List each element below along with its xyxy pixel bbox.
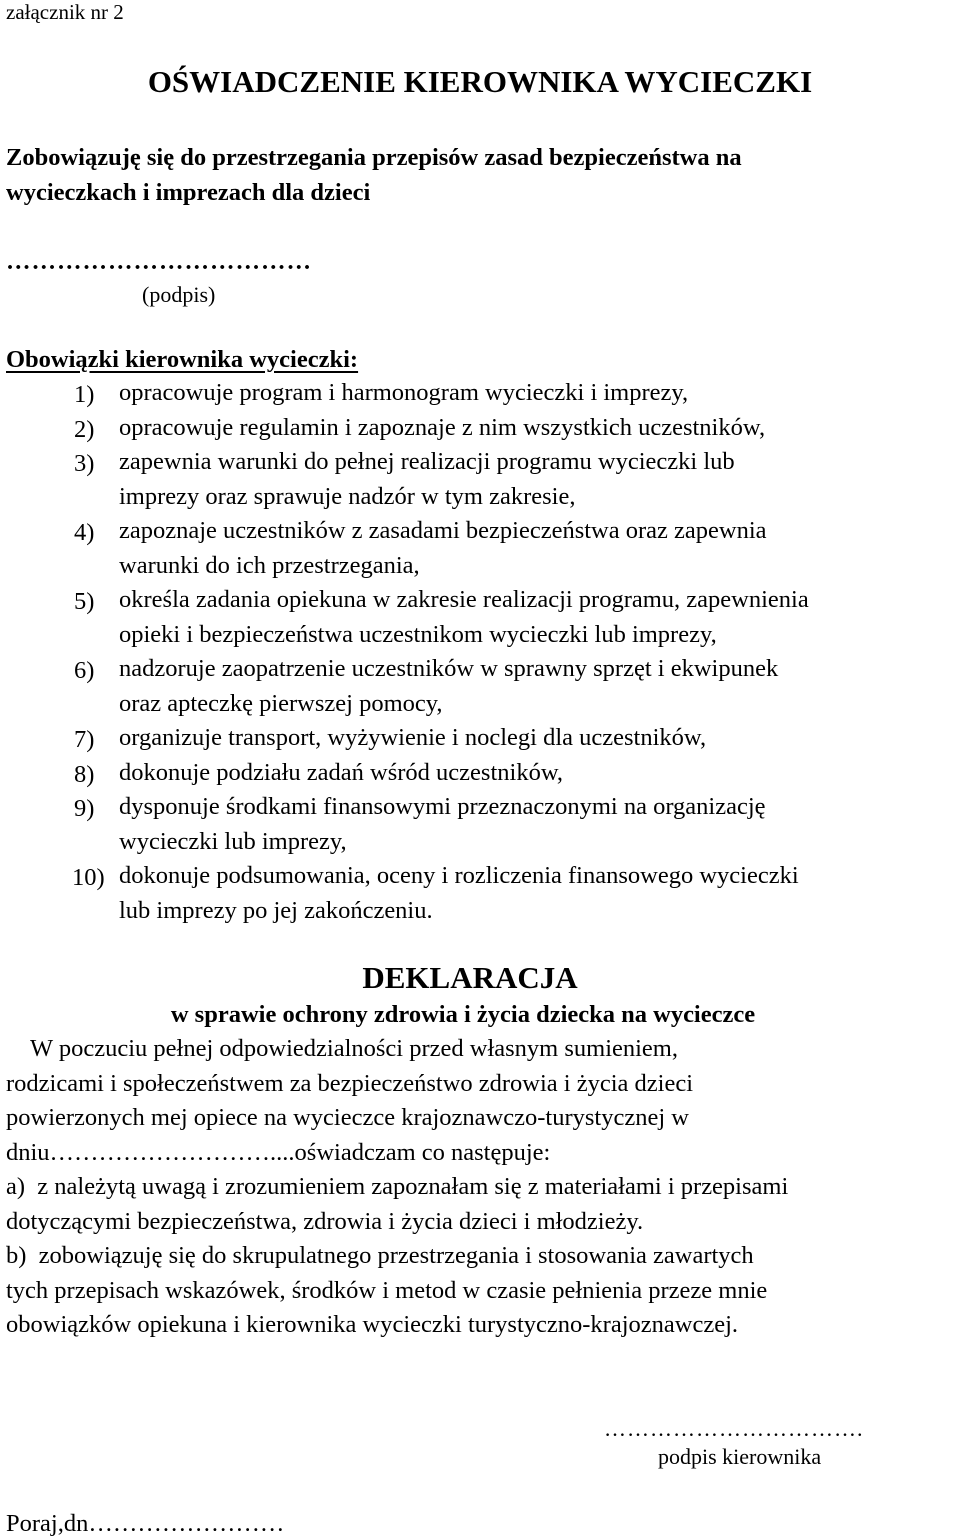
duty-text — [119, 588, 809, 657]
declaration-line: obowiązków opiekuna i kierownika wycieczki turystyczno-krajoznawczej. — [6, 1311, 738, 1338]
duty-text — [119, 450, 735, 519]
duty-text-line: warunki do ich przestrzegania, — [119, 551, 420, 579]
declaration-subtitle: w sprawie ochrony zdrowia i życia dziecka na wycieczce — [170, 1001, 756, 1028]
declaration-line: rodzicami i społeczeństwem za bezpieczeństwo zdrowia i życia dzieci — [6, 1069, 694, 1097]
duty-text-line: zapoznaje uczestników z zasadami bezpieczeństwa oraz zapewnia — [119, 517, 767, 544]
duty-text-line: oraz apteczkę pierwszej pomocy, — [119, 689, 443, 717]
commitment-line-2: wycieczkach i imprezach dla dzieci — [6, 179, 371, 206]
duty-text-line: imprezy oraz sprawuje nadzór w tym zakresie, — [119, 482, 576, 510]
declaration-line: a) z należytą uwagą i zrozumieniem zapoznałam się z materiałami i przepisami — [6, 1173, 789, 1200]
duty-text-line: określa zadania opiekuna w zakresie realizacji programu, zapewnienia — [119, 586, 809, 613]
duty-number: 1) — [74, 381, 95, 408]
duty-text — [119, 413, 766, 451]
duty-text — [119, 758, 564, 796]
duty-text-line: dokonuje podziału zadań wśród uczestników, — [119, 758, 564, 786]
duty-number: 6) — [74, 657, 95, 684]
duty-number: 8) — [74, 760, 95, 788]
duties-heading: Obowiązki kierownika wycieczki: — [6, 346, 359, 373]
duty-text-line: wycieczki lub imprezy, — [119, 827, 347, 855]
duty-text — [119, 657, 778, 726]
declaration-line: dotyczącymi bezpieczeństwa, zdrowia i życia dzieci i młodzieży. — [6, 1207, 644, 1235]
page-title: OŚWIADCZENIE KIEROWNIKA WYCIECZKI — [147, 64, 813, 99]
commitment-line-1: Zobowiązuję się do przestrzegania przepisów zasad bezpieczeństwa na — [6, 144, 742, 171]
duty-text-line: opracowuje regulamin i zapoznaje z nim wszystkich uczestników, — [119, 413, 766, 441]
duty-text — [119, 795, 766, 864]
duty-text-line: opieki i bezpieczeństwa uczestnikom wycieczki lub imprezy, — [119, 620, 717, 648]
duty-text-line: dysponuje środkami finansowymi przeznaczonymi na organizację — [119, 793, 766, 820]
duty-number: 7) — [74, 726, 95, 753]
duty-number: 2) — [74, 415, 95, 443]
place-date-line: Poraj,dn…………………… — [6, 1510, 285, 1537]
duty-number: 9) — [74, 795, 95, 822]
attachment-label: załącznik nr 2 — [6, 0, 124, 24]
signature-label-bottom: podpis kierownika — [658, 1444, 822, 1469]
duty-text-line: zapewnia warunki do pełnej realizacji programu wycieczki lub — [119, 448, 735, 475]
declaration-line: W poczuciu pełnej odpowiedzialności przed własnym sumieniem, — [6, 1035, 678, 1062]
duty-text — [119, 864, 799, 933]
signature-line-bottom: ……………………………. — [604, 1416, 864, 1441]
duty-text-line: organizuje transport, wyżywienie i noclegi dla uczestników, — [119, 724, 707, 751]
duty-text-line: lub imprezy po jej zakończeniu. — [119, 896, 433, 924]
signature-label-top: (podpis) — [142, 282, 216, 307]
declaration-line: powierzonych mej opiece na wycieczce krajoznawczo-turystycznej w — [6, 1104, 689, 1131]
duty-text-line: dokonuje podsumowania, oceny i rozliczenia finansowego wycieczki — [119, 862, 799, 889]
declaration-line: dniu………………………....oświadczam co następuje: — [6, 1138, 551, 1166]
duty-number: 4) — [74, 519, 95, 546]
duty-text-line: nadzoruje zaopatrzenie uczestników w sprawny sprzęt i ekwipunek — [119, 655, 779, 682]
declaration-line: tych przepisach wskazówek, środków i metod w czasie pełnienia przeze mnie — [6, 1276, 768, 1304]
duty-text-line: opracowuje program i harmonogram wycieczki i imprezy, — [119, 379, 689, 406]
duty-number: 5) — [74, 588, 95, 615]
duty-text — [119, 519, 767, 588]
declaration-title: DEKLARACJA — [362, 960, 578, 995]
signature-line-top: ……………………………… — [6, 248, 312, 275]
duty-number: 3) — [74, 450, 95, 477]
declaration-line: b) zobowiązuję się do skrupulatnego przestrzegania i stosowania zawartych — [6, 1242, 754, 1269]
duty-text — [119, 726, 706, 761]
duty-number: 10) — [72, 864, 105, 891]
duty-text — [119, 381, 688, 416]
